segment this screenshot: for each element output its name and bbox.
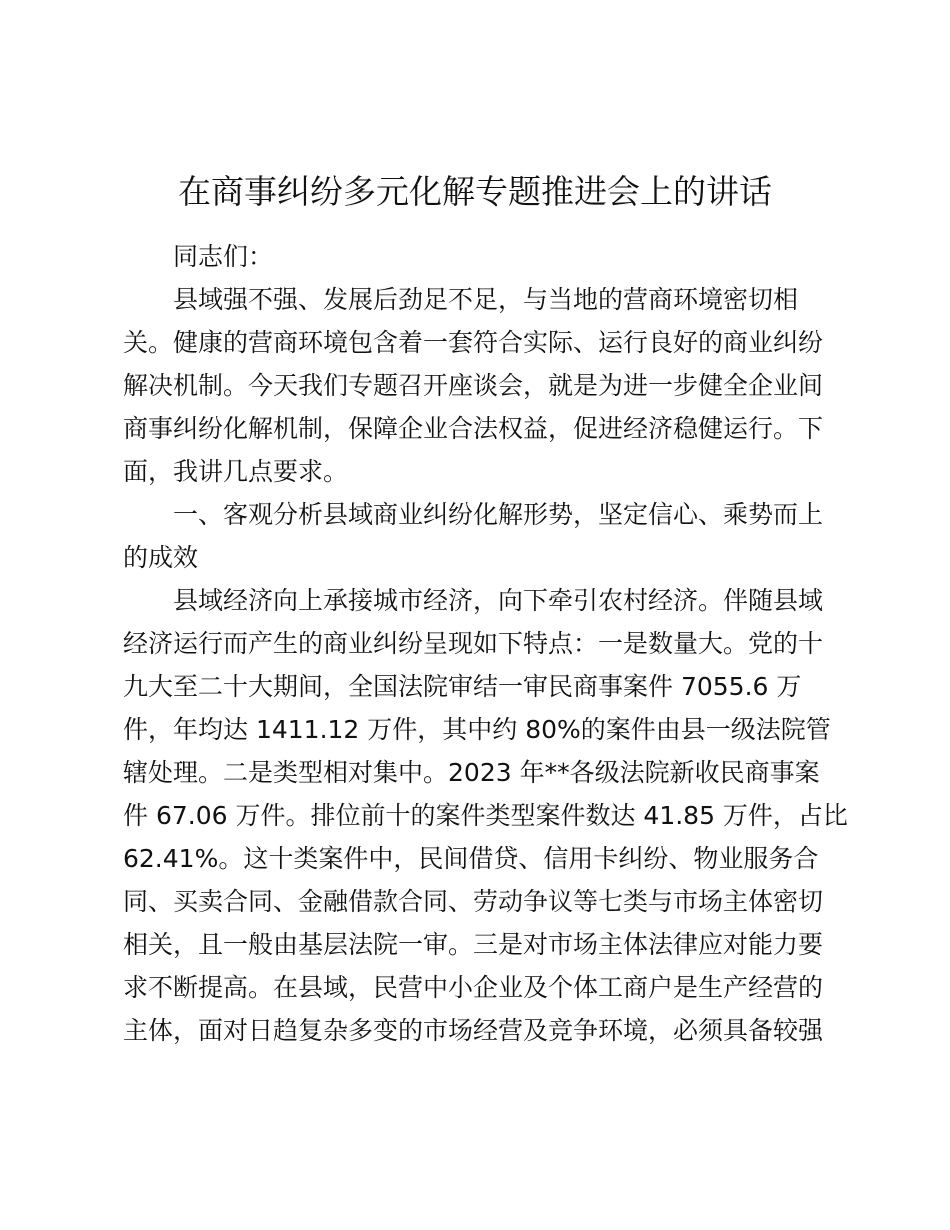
document-body <box>123 235 848 1052</box>
paragraph-line: 解决机制。今天我们专题召开座谈会，就是为进一步健全企业间 <box>123 371 824 400</box>
paragraph-line: 62.41%。这十类案件中，民间借贷、信用卡纠纷、物业服务合 <box>123 844 819 873</box>
section-heading-line: 一、客观分析县域商业纠纷化解形势，坚定信心、乘势而上 <box>173 500 824 529</box>
document-title: 在商事纠纷多元化解专题推进会上的讲话 <box>178 172 772 211</box>
paragraph-line: 同、买卖合同、金融借款合同、劳动争议等七类与市场主体密切 <box>123 887 824 916</box>
paragraph-line: 县域强不强、发展后劲足不足，与当地的营商环境密切相 <box>173 285 799 314</box>
paragraph-line: 主体，面对日趋复杂多变的市场经营及竞争环境，必须具备较强 <box>123 1016 824 1045</box>
section-heading-line: 的成效 <box>123 543 199 572</box>
paragraph-line: 商事纠纷化解机制，保障企业合法权益，促进经济稳健运行。下 <box>123 414 824 443</box>
paragraph-line: 求不断提高。在县域，民营中小企业及个体工商户是生产经营的 <box>123 973 824 1002</box>
paragraph-line: 县域经济向上承接城市经济，向下牵引农村经济。伴随县域 <box>173 586 824 615</box>
paragraph-line: 九大至二十大期间，全国法院审结一审民商事案件 7055.6 万 <box>123 672 802 701</box>
salutation-line: 同志们： <box>173 242 274 271</box>
paragraph-line: 面，我讲几点要求。 <box>123 457 349 486</box>
paragraph-line: 件，年均达 1411.12 万件，其中约 80%的案件由县一级法院管 <box>123 715 831 744</box>
paragraph-line: 关。健康的营商环境包含着一套符合实际、运行良好的商业纠纷 <box>123 328 824 357</box>
paragraph-line: 经济运行而产生的商业纠纷呈现如下特点：一是数量大。党的十 <box>123 629 824 658</box>
paragraph-line: 件 67.06 万件。排位前十的案件类型案件数达 41.85 万件，占比 <box>123 801 848 830</box>
paragraph-line: 辖处理。二是类型相对集中。2023 年**各级法院新收民商事案 <box>123 758 820 787</box>
paragraph-line: 相关，且一般由基层法院一审。三是对市场主体法律应对能力要 <box>123 930 824 959</box>
